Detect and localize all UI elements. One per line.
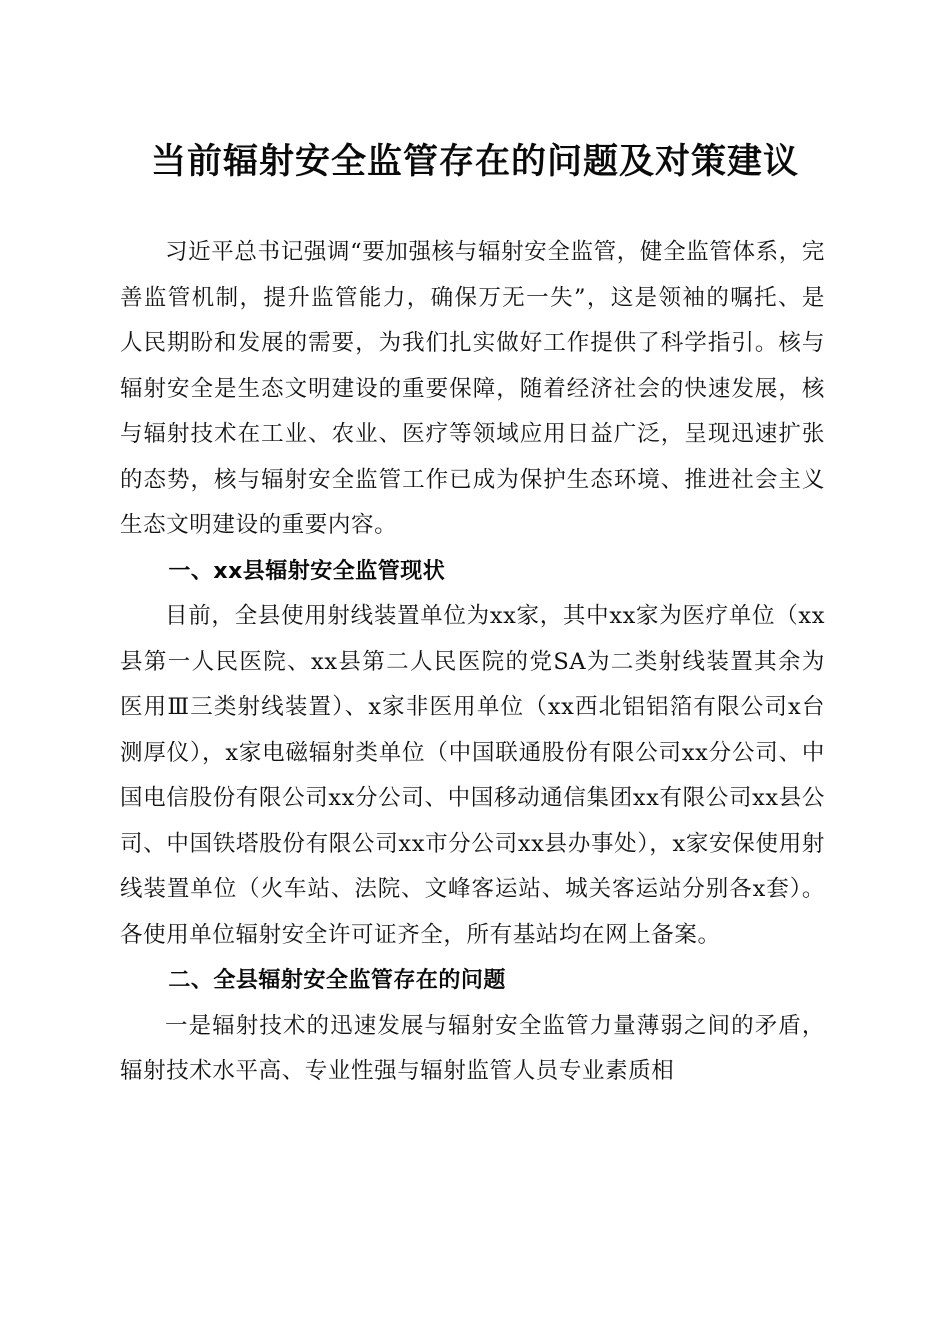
section1-heading: 一、xx县辐射安全监管现状 [168,558,446,584]
section2-heading: 二、全县辐射安全监管存在的问题 [168,968,506,993]
document-body [120,230,825,1095]
document-title: 当前辐射安全监管存在的问题及对策建议 [150,141,799,182]
section1-paragraph: 目前，全县使用射线装置单位为xx家，其中xx家为医疗单位（xx县第一人民医院、xx县第二人民医院的党SA为二类射线装置其余为医用Ⅲ三类射线装置）、x家非医用单位（xx西北铝铝箔有限公司x台测厚仪），x家电磁辐射类单位（中国联通股份有限公司xx分公司、中国电信股份有限公司xx分公司、中国移动通信集团xx有限公司xx县公司、中国铁塔股份有限公司xx市分公司xx县办事处），x家安保使用射线装置单位（火车站、法院、文峰客运站、城关客运站分别各x套）。各使用单位辐射安全许可证齐全，所有基站均在网上备案。 [120,603,825,948]
section2-paragraph: 一是辐射技术的迅速发展与辐射安全监管力量薄弱之间的矛盾，辐射技术水平高、专业性强与辐射监管人员专业素质相 [120,1012,825,1084]
intro-paragraph: 习近平总书记强调“要加强核与辐射安全监管，健全监管体系，完善监管机制，提升监管能力，确保万无一失”，这是领袖的嘱托、是人民期盼和发展的需要，为我们扎实做好工作提供了科学指引。核与辐射安全是生态文明建设的重要保障，随着经济社会的快速发展，核与辐射技术在工业、农业、医疗等领域应用日益广泛，呈现迅速扩张的态势，核与辐射安全监管工作已成为保护生态环境、推进社会主义生态文明建设的重要内容。 [120,239,825,538]
